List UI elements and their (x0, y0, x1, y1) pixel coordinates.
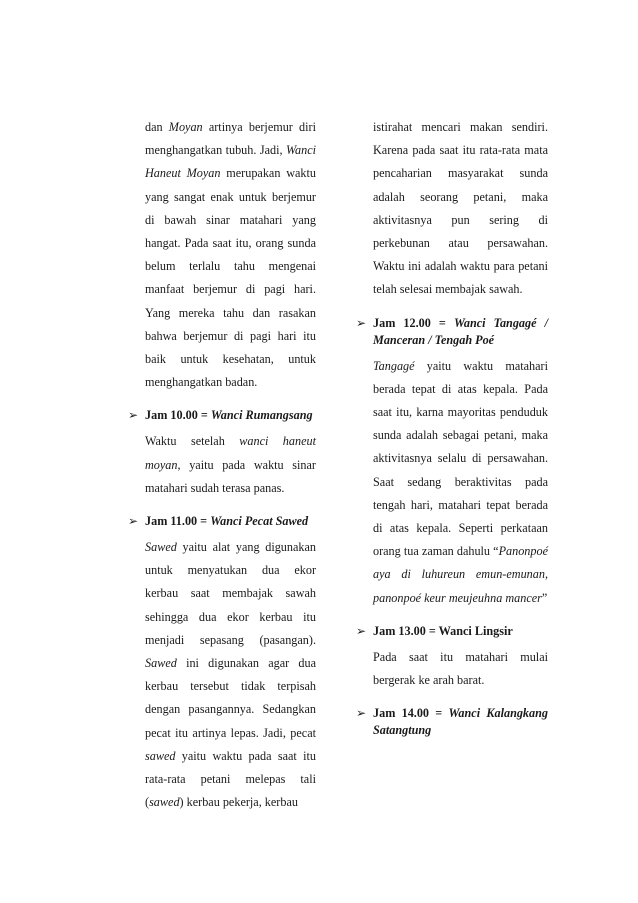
arrow-bullet-icon: ➢ (128, 514, 139, 529)
left-column (128, 116, 316, 814)
heading-text: Jam 13.00 = Wanci Lingsir (373, 623, 513, 638)
italic-term: Sawed (145, 656, 177, 671)
heading-jam-1400 (356, 705, 548, 739)
heading-text: Jam 10.00 = Wanci Rumangsang (145, 408, 313, 423)
arrow-bullet-icon: ➢ (356, 315, 367, 330)
italic-term: sawed (145, 748, 176, 763)
heading-jam-1100 (128, 513, 316, 530)
paragraph-moyan: dan Moyan artinya berjemur diri menghangatkan tubuh. Jadi, Wanci Haneut Moyan merupakan waktu yang sangat enak untuk berjemur di bawah sinar matahari yang hangat. Pada saat itu, orang sunda belum terlalu tahu mengenai manfaat berjemur di pagi hari. Yang mereka tahu dan rasakan bahwa berjemur di pagi hari itu baik untuk kesehatan, untuk menghangatkan badan. (145, 120, 316, 390)
heading-jam-1000 (128, 407, 316, 424)
italic-term: Wanci Tangagé / Manceran / Tengah Poé (373, 315, 548, 347)
heading-jam-1200 (356, 315, 548, 349)
heading-text: Jam 12.00 = Wanci Tangagé / Manceran / Tengah Poé (373, 315, 548, 347)
paragraph-pecat-sawed: Sawed yaitu alat yang digunakan untuk menyatukan dua ekor kerbau saat membajak sawah sehingga dua ekor kerbau itu menjadi sepasang (pasangan). Sawed ini digunakan agar dua kerbau tersebut tidak terpisah dengan pasangannya. Sedangkan pecat itu artinya lepas. Jadi, pecat sawed yaitu waktu pada saat itu rata-rata petani melepas tali (sawed) kerbau pekerja, kerbau (145, 540, 316, 810)
italic-term: Tangagé (373, 358, 415, 373)
italic-term: Wanci Haneut Moyan (145, 143, 316, 181)
paragraph-rumangsang: Waktu setelah wanci haneut moyan, yaitu pada waktu sinar matahari sudah terasa panas. (145, 434, 316, 495)
italic-term: Wanci Pecat Sawed (210, 514, 309, 529)
italic-term: sawed (149, 795, 180, 810)
arrow-bullet-icon: ➢ (356, 623, 367, 638)
paragraph-istirahat: istirahat mencari makan sendiri. Karena pada saat itu rata-rata mata pencaharian masyarakat sunda adalah seorang petani, maka aktivitasnya pun sering di perkebunan atau persawahan. Waktu ini adalah waktu para petani telah selesai membajak sawah. (373, 120, 548, 297)
arrow-bullet-icon: ➢ (356, 706, 367, 721)
arrow-bullet-icon: ➢ (128, 408, 139, 423)
italic-term: Sawed (145, 540, 177, 555)
italic-term: Panonpoé aya di luhureun emun-emunan, panonpoé keur meujeuhna mancer (373, 544, 548, 605)
italic-term: Wanci Kalangkang Satangtung (373, 706, 548, 738)
paragraph-lingsir: Pada saat itu matahari mulai bergerak ke arah barat. (373, 649, 548, 688)
heading-text: Jam 14.00 = Wanci Kalangkang Satangtung (373, 706, 548, 738)
paragraph-tangage: Tangagé yaitu waktu matahari berada tepat di atas kepala. Pada saat itu, karna mayoritas penduduk sunda adalah sebagai petani, maka aktivitasnya selalu di persawahan. Saat sedang beraktivitas pada tengah hari, matahari tepat berada di atas kepala. Seperti perkataan orang tua zaman dahulu “Panonpoé aya di luhureun emun-emunan, panonpoé keur meujeuhna mancer” (373, 358, 548, 605)
right-column (356, 116, 548, 739)
italic-term: Moyan (168, 120, 203, 134)
italic-term: Wanci Rumangsang (210, 408, 313, 423)
heading-jam-1300 (356, 623, 548, 640)
heading-text: Jam 11.00 = Wanci Pecat Sawed (145, 514, 309, 529)
italic-term: wanci haneut moyan (145, 434, 316, 472)
